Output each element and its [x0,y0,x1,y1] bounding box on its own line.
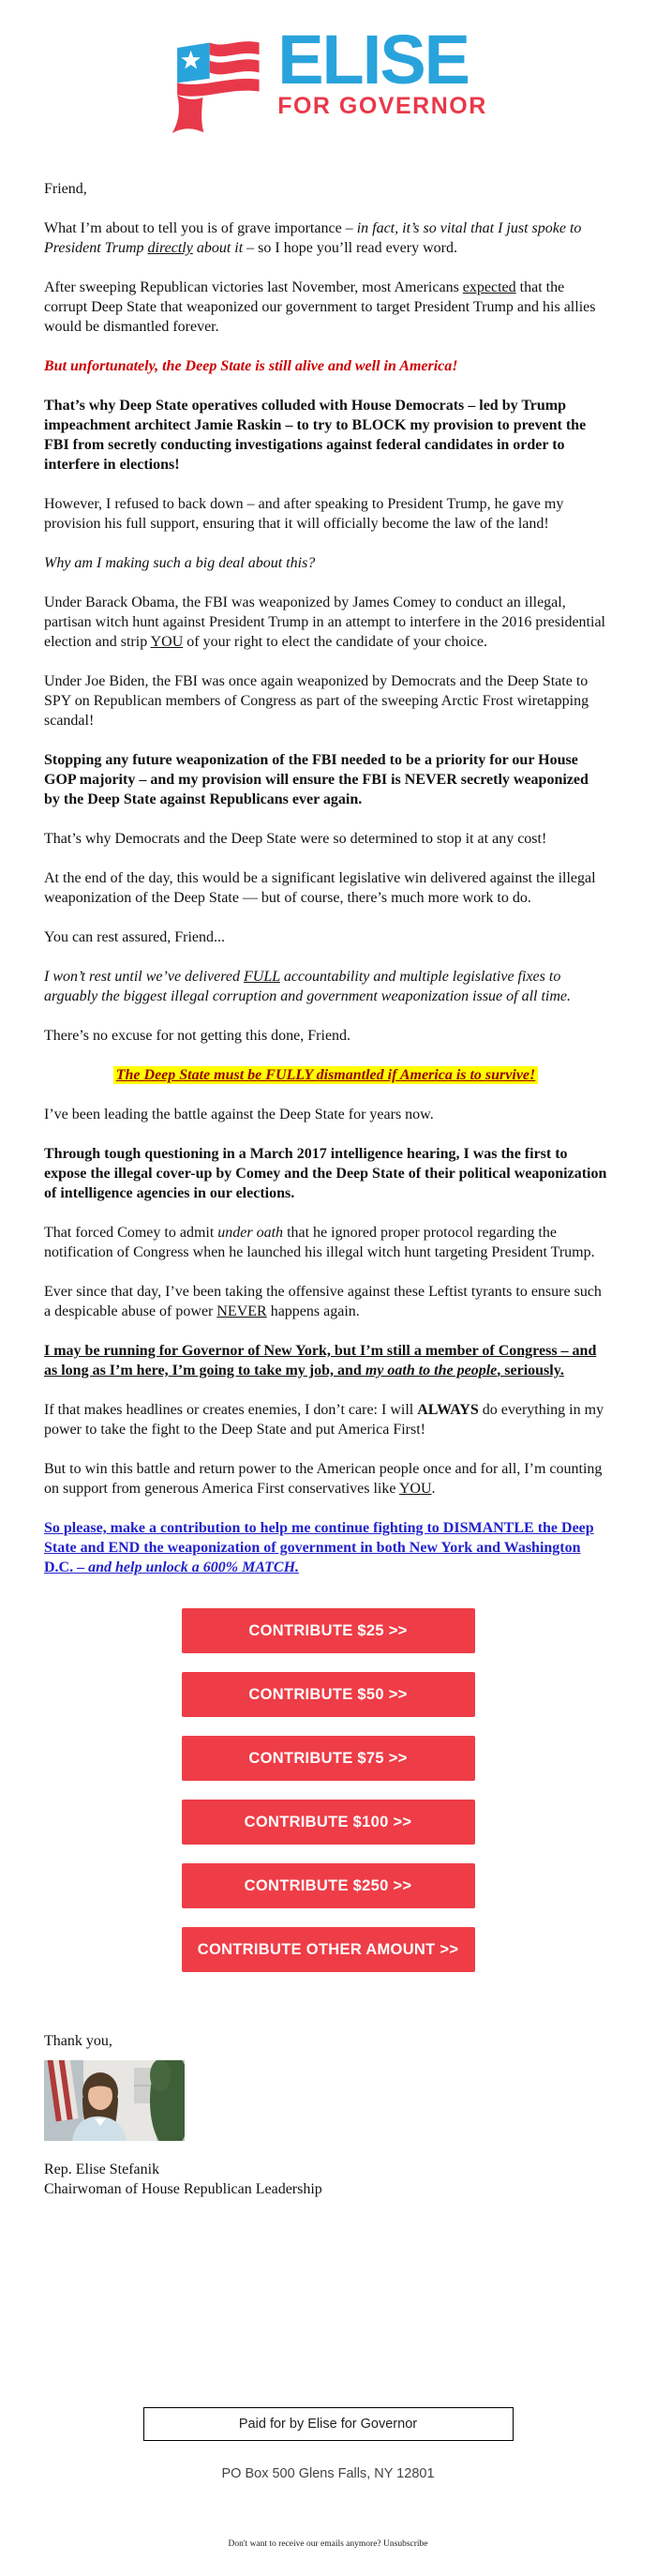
paragraph-highlight-banner [44,1065,607,1085]
paragraph [44,750,607,809]
logo-name: ELISE [277,21,470,98]
paragraph [44,1282,607,1321]
text-segment: directly [147,240,193,256]
text-segment: But unfortunately, the Deep State is still alive and well in America! [44,358,458,374]
text-segment: in fact, it’s so vital that I just spoke to President Trump [44,220,582,256]
paragraph [44,218,607,258]
text-segment: What I’m about to tell you is of grave importance – [44,220,357,236]
unsubscribe-link[interactable]: Unsubscribe [383,2539,428,2549]
text-segment: that the corrupt Deep State that weaponized our government to target President Trump and his allies would be dismantled forever. [44,279,596,335]
paragraph-salutation [44,179,607,199]
text-segment: If that makes headlines or creates enemies, I don’t care: I will [44,1402,418,1418]
text-segment: of your right to elect the candidate of your choice. [183,634,488,650]
text-segment: . [431,1481,436,1497]
paragraph [44,927,607,947]
contribute-25-button[interactable]: CONTRIBUTE $25 >> [182,1608,475,1653]
text-segment: NEVER [216,1303,267,1319]
logo-tagline: FOR GOVERNOR [277,93,487,119]
text-segment: That forced Comey to admit [44,1225,218,1241]
text-segment: and help unlock a 600% MATCH. [88,1559,300,1575]
highlight-statement [113,1066,539,1084]
text-segment: That’s why Deep State operatives colluded with House Democrats – led by Trump impeachment architect Jamie Raskin – to try to BLOCK my provision to prevent the FBI from secretly conducting investigations against federal candidates in order to interfere in elections! [44,398,587,473]
text-segment: my oath to the people [365,1363,498,1378]
paragraph [44,1223,607,1262]
text-segment: ALWAYS [417,1402,479,1418]
sender-name: Rep. Elise Stefanik [44,2162,160,2177]
paragraph [44,278,607,337]
text-segment: I may be running for Governor of New York, but I’m still a member of Congress – and as long as I’m here, I’m going to take my job, and [44,1343,597,1378]
contribution-link[interactable] [44,1518,607,1577]
paragraph [44,868,607,908]
paragraph [44,593,607,652]
text-segment: that he ignored proper protocol regarding the notification of Congress when he launched his illegal witch hunt targeting President Trump. [44,1225,595,1260]
stefanik-photo [44,2060,185,2141]
contribute-other-amount-button[interactable]: CONTRIBUTE OTHER AMOUNT >> [182,1927,475,1972]
paragraph [44,1400,607,1439]
sign-off [0,2031,656,2199]
paragraph [44,967,607,1006]
text-segment: Stopping any future weaponization of the FBI needed to be a priority for our House GOP majority – and my provision will ensure the FBI is NEVER secretly weaponized by the Deep State against Republicans ever again. [44,752,589,807]
text-segment: YOU [150,634,184,650]
text-segment: happens again. [266,1303,360,1319]
text-segment: Why am I making such a big deal about this? [44,555,316,571]
text-segment: , seriously. [497,1363,564,1378]
paragraph [44,1459,607,1499]
text-segment: So please, make a contribution to help me continue fighting to DISMANTLE the Deep State and END the weaponization of government in both New York and Washington D.C. – [44,1520,594,1575]
footer [0,2407,656,2549]
text-segment: I won’t rest until we’ve delivered [44,969,244,985]
text-segment: Ever since that day, I’ve been taking the offensive against these Leftist tyrants to ensure such a despicable abuse of power [44,1284,602,1319]
paid-for-disclaimer: Paid for by Elise for Governor [143,2407,514,2441]
paragraph-deep-state-alert [44,356,607,376]
donation-buttons [0,1608,656,1972]
thank-you-text: Thank you, [44,2033,112,2049]
contribute-250-button[interactable]: CONTRIBUTE $250 >> [182,1863,475,1908]
contribute-75-button[interactable]: CONTRIBUTE $75 >> [182,1736,475,1781]
text-segment: accountability and multiple legislative fixes to arguably the biggest illegal corruption and government weaponization issue of all time. [44,969,572,1004]
text-segment: YOU [398,1481,432,1497]
paragraph [44,1144,607,1203]
paragraph [44,396,607,475]
paragraph [44,1105,607,1124]
campaign-logo [0,0,656,142]
contribute-50-button[interactable]: CONTRIBUTE $50 >> [182,1672,475,1717]
letter-content [0,142,656,1577]
text-segment: However, I refused to back down – and after speaking to President Trump, he gave my provision his full support, ensuring that it will officially become the law of the land! [44,496,564,532]
text-segment: At the end of the day, this would be a significant legislative win delivered against the illegal weaponization of the Deep State — but of course, there’s much more work to do. [44,870,596,906]
unsubscribe-question: Don't want to receive our emails anymore? [228,2539,381,2549]
mailing-address: PO Box 500 Glens Falls, NY 12801 [221,2466,435,2481]
text-segment: The Deep State must be FULLY dismantled if America is to survive! [115,1067,536,1083]
text-segment: – so I hope you’ll read every word. [243,240,457,256]
logo-wordmark [277,21,487,119]
flag-icon [169,31,264,142]
paragraph [44,829,607,849]
text-segment: There’s no excuse for not getting this done, Friend. [44,1028,351,1044]
contribute-100-button[interactable]: CONTRIBUTE $100 >> [182,1800,475,1845]
paragraph [44,494,607,534]
text-segment: FULL [243,969,280,985]
text-segment: Under Barack Obama, the FBI was weaponized by James Comey to conduct an illegal, partisan witch hunt against President Trump in an attempt to interfere in the 2016 presidential election and strip [44,595,605,650]
text-segment: But to win this battle and return power to the American people once and for all, I’m counting on support from generous America First conservatives like [44,1461,603,1497]
paragraph [44,1026,607,1046]
text-segment: under oath [217,1225,284,1241]
unsubscribe-line [0,2539,656,2549]
paragraph [44,553,607,573]
text-segment: expected [462,279,516,295]
text-segment: Under Joe Biden, the FBI was once again weaponized by Democrats and the Deep State to SPY on Republican members of Congress as part of the sweeping Arctic Frost wiretapping scandal! [44,673,589,729]
text-segment: You can rest assured, Friend... [44,929,226,945]
text-segment: about it [192,240,244,256]
text-segment: do everything in my power to take the fight to the Deep State and put America First! [44,1402,604,1438]
sender-title: Chairwoman of House Republican Leadership [44,2181,322,2197]
text-segment: Friend, [44,181,87,197]
text-segment: After sweeping Republican victories last November, most Americans [44,279,463,295]
text-segment: I’ve been leading the battle against the Deep State for years now. [44,1107,434,1122]
paragraph [44,1341,607,1380]
text-segment: Through tough questioning in a March 2017 intelligence hearing, I was the first to expose the illegal cover-up by Comey and the Deep State of their political weaponization of intelligence agencies in our elections. [44,1146,607,1201]
text-segment: That’s why Democrats and the Deep State were so determined to stop it at any cost! [44,831,547,847]
paragraph [44,671,607,731]
